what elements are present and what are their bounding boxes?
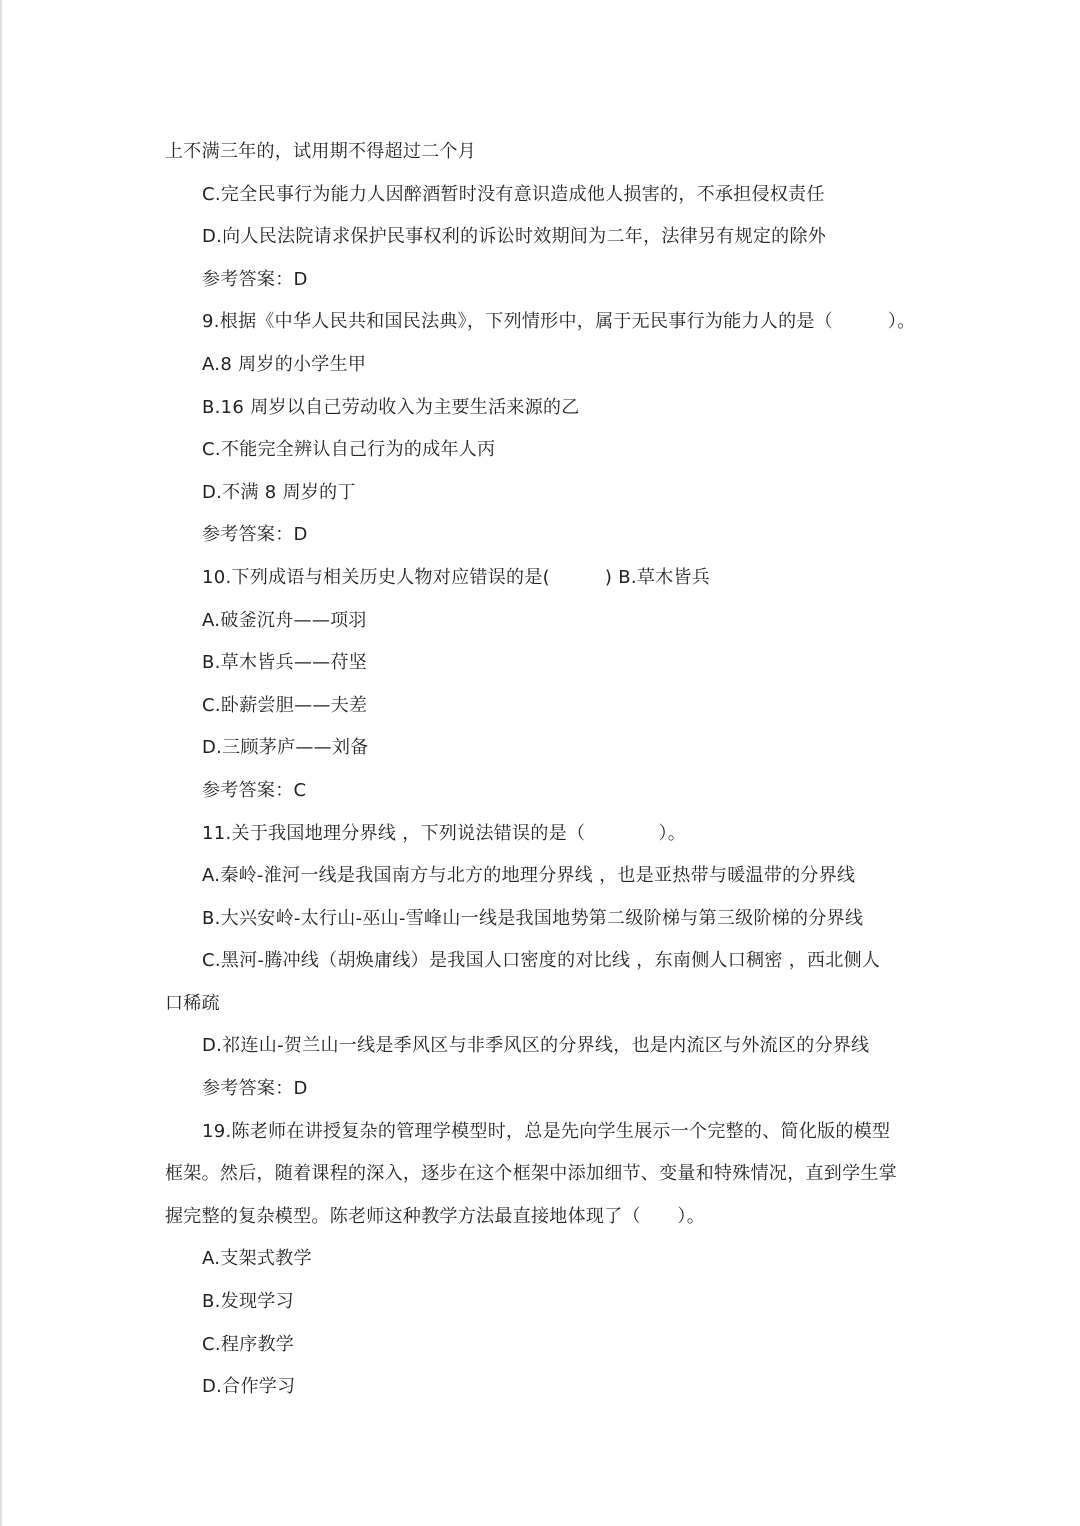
option-line: A.8 周岁的小学生甲 [202, 353, 367, 375]
question-19-continuation: 框架。然后，随着课程的深入，逐步在这个框架中添加细节、变量和特殊情况，直到学生掌 [165, 1163, 897, 1185]
question-9: 9.根据《中华人民共和国民法典》，下列情形中，属于无民事行为能力人的是（ ）。 [202, 311, 916, 333]
question-10: 10.下列成语与相关历史人物对应错误的是( ) B.草木皆兵 [202, 566, 711, 588]
option-line: D.合作学习 [202, 1376, 296, 1398]
text-line: 上不满三年的，试用期不得超过二个月 [165, 141, 477, 162]
option-line: B.大兴安岭-太行山-巫山-雪峰山一线是我国地势第二级阶梯与第三级阶梯的分界线 [202, 907, 864, 929]
question-19-continuation: 握完整的复杂模型。陈老师这种教学方法最直接地体现了（ ）。 [165, 1205, 705, 1227]
answer-line: 参考答案：D [202, 1078, 308, 1100]
question-19: 19.陈老师在讲授复杂的管理学模型时，总是先向学生展示一个完整的、简化版的模型 [202, 1120, 891, 1142]
option-line: C.程序教学 [202, 1333, 295, 1355]
option-line: C.黑河-腾冲线（胡焕庸线）是我国人口密度的对比线 ，东南侧人口稠密 ，西北侧人 [202, 950, 881, 972]
answer-line: 参考答案：D [202, 268, 308, 290]
option-line: B.草木皆兵——苻坚 [202, 652, 368, 674]
option-line: B.16 周岁以自己劳动收入为主要生活来源的乙 [202, 396, 580, 418]
option-line: D.不满 8 周岁的丁 [202, 481, 356, 503]
option-line: C.完全民事行为能力人因醉酒暂时没有意识造成他人损害的，不承担侵权责任 [202, 183, 825, 205]
option-line: A.支架式教学 [202, 1248, 312, 1270]
document-body [165, 131, 925, 1409]
option-line-continuation: 口稀疏 [165, 992, 220, 1014]
option-line: D.祁连山-贺兰山一线是季风区与非季风区的分界线，也是内流区与外流区的分界线 [202, 1035, 870, 1057]
option-line: D.三顾茅庐——刘备 [202, 737, 369, 759]
option-line: C.不能完全辨认自己行为的成年人丙 [202, 439, 496, 461]
option-line: C.卧薪尝胆——夫差 [202, 694, 368, 716]
question-11: 11.关于我国地理分界线 ，下列说法错误的是（ ）。 [202, 822, 687, 844]
option-line: B.发现学习 [202, 1291, 294, 1313]
answer-line: 参考答案：C [202, 779, 307, 801]
option-line: A.秦岭-淮河一线是我国南方与北方的地理分界线 ，也是亚热带与暖温带的分界线 [202, 865, 856, 887]
option-line: A.破釜沉舟——项羽 [202, 609, 367, 631]
answer-line: 参考答案：D [202, 524, 308, 546]
page-edge-shadow [0, 0, 3, 1526]
option-line: D.向人民法院请求保护民事权利的诉讼时效期间为二年，法律另有规定的除外 [202, 226, 827, 248]
